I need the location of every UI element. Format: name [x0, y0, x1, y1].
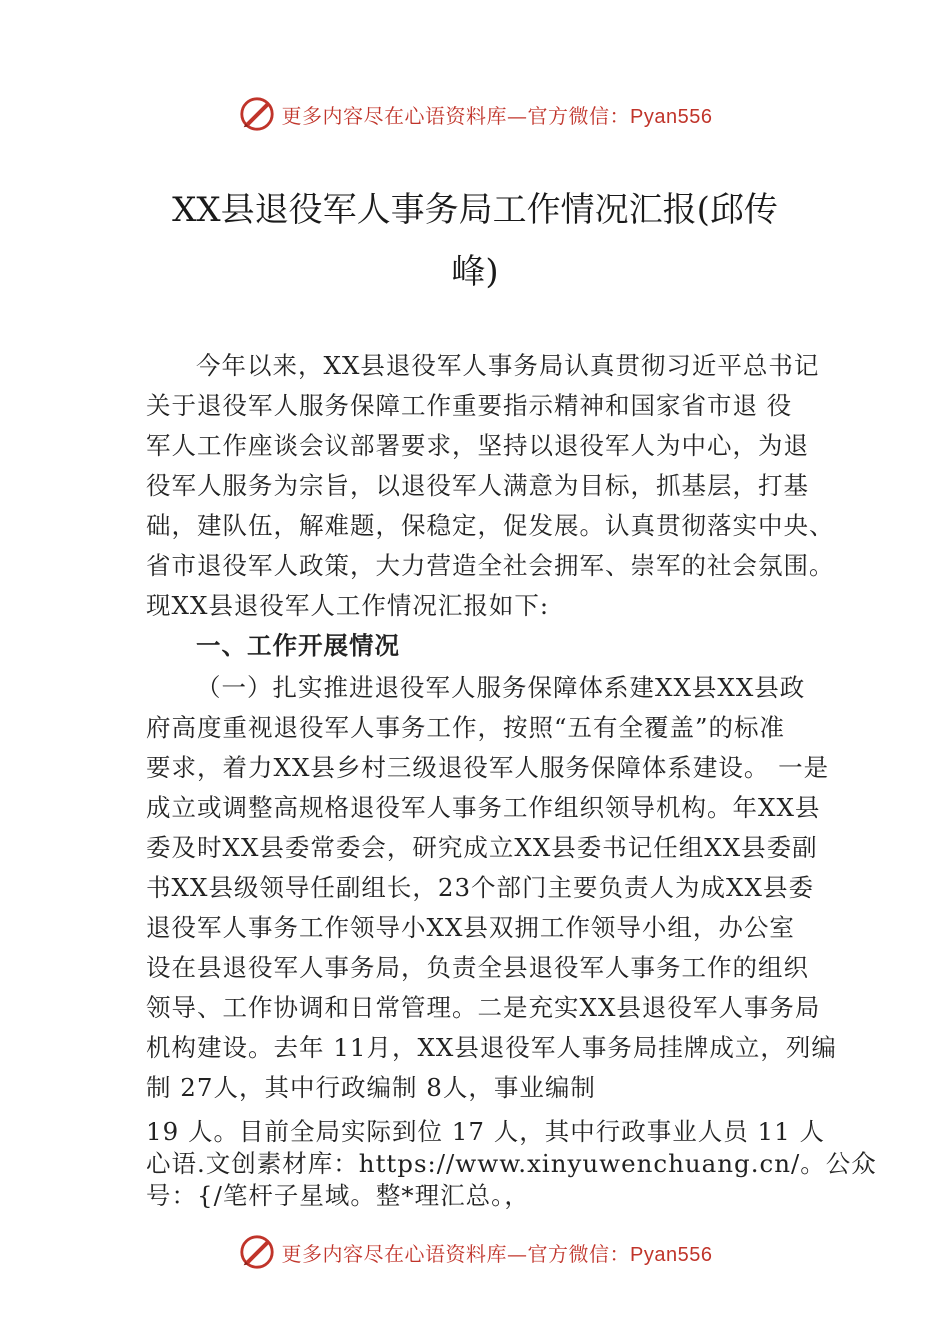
banner-label: 更多内容尽在心语资料库—官方微信： [281, 103, 631, 128]
body-line: 关于退役军人服务保障工作重要指示精神和国家省市退 役 [146, 391, 793, 420]
banner-wechat-id: Pyan556 [630, 1243, 713, 1266]
banner-text [282, 1238, 713, 1267]
body-line: 今年以来，XX县退役军人事务局认真贯彻习近平总书记 [196, 351, 820, 380]
body-line: 制 27人，其中行政编制 8人，事业编制 [146, 1073, 596, 1102]
body-line: 省市退役军人政策，大力营造全社会拥军、崇军的社会氛围。 [146, 551, 835, 580]
body-line: 役军人服务为宗旨，以退役军人满意为目标，抓基层，打基 [146, 471, 809, 500]
body-line: 领导、工作协调和日常管理。二是充实XX县退役军人事务局 [146, 993, 821, 1022]
body-line: 委及时XX县委常委会，研究成立XX县委书记任组XX县委副 [146, 833, 818, 862]
body-line: 要求，着力XX县乡村三级退役军人服务保障体系建设。 一是 [146, 753, 830, 782]
banner-label: 更多内容尽在心语资料库—官方微信： [281, 1241, 631, 1266]
pen-logo-icon [238, 1233, 276, 1271]
body-line: 机构建设。去年 11月，XX县退役军人事务局挂牌成立，列编 [146, 1033, 837, 1062]
body-line: 设在县退役军人事务局，负责全县退役军人事务工作的组织 [146, 953, 809, 982]
document-title-line-1: XX县退役军人事务局工作情况汇报(邱传 [172, 190, 778, 230]
body-line: 退役军人事务工作领导小XX县双拥工作领导小组，办公室 [146, 913, 795, 942]
body-line: 心语.文创素材库：https://www.xinyuwenchuang.cn/。公众 [146, 1149, 877, 1178]
section-heading: 一、工作开展情况 [196, 631, 400, 660]
banner-wechat-id: Pyan556 [630, 105, 713, 128]
body-line: 现XX县退役军人工作情况汇报如下: [146, 591, 550, 620]
body-line: 号：{/笔杆子星域。整*理汇总。， [146, 1181, 530, 1210]
document-title-line-2: 峰) [451, 252, 499, 292]
body-line: 19 人。目前全局实际到位 17 人，其中行政事业人员 11 人 [146, 1117, 825, 1146]
pen-logo-icon [238, 95, 276, 133]
body-line: 成立或调整高规格退役军人事务工作组织领导机构。年XX县 [146, 793, 821, 822]
watermark-banner-top [0, 94, 950, 134]
banner-text [282, 100, 713, 129]
body-line: （一）扎实推进退役军人服务保障体系建XX县XX县政 [196, 673, 806, 702]
body-line: 府高度重视退役军人事务工作，按照“五有全覆盖”的标准 [146, 713, 786, 742]
body-line: 军人工作座谈会议部署要求，坚持以退役军人为中心，为退 [146, 431, 809, 460]
watermark-banner-bottom [0, 1232, 950, 1272]
body-line: 础，建队伍，解难题，保稳定，促发展。认真贯彻落实中央、 [146, 511, 835, 540]
body-line: 书XX县级领导任副组长，23个部门主要负责人为成XX县委 [146, 873, 814, 902]
